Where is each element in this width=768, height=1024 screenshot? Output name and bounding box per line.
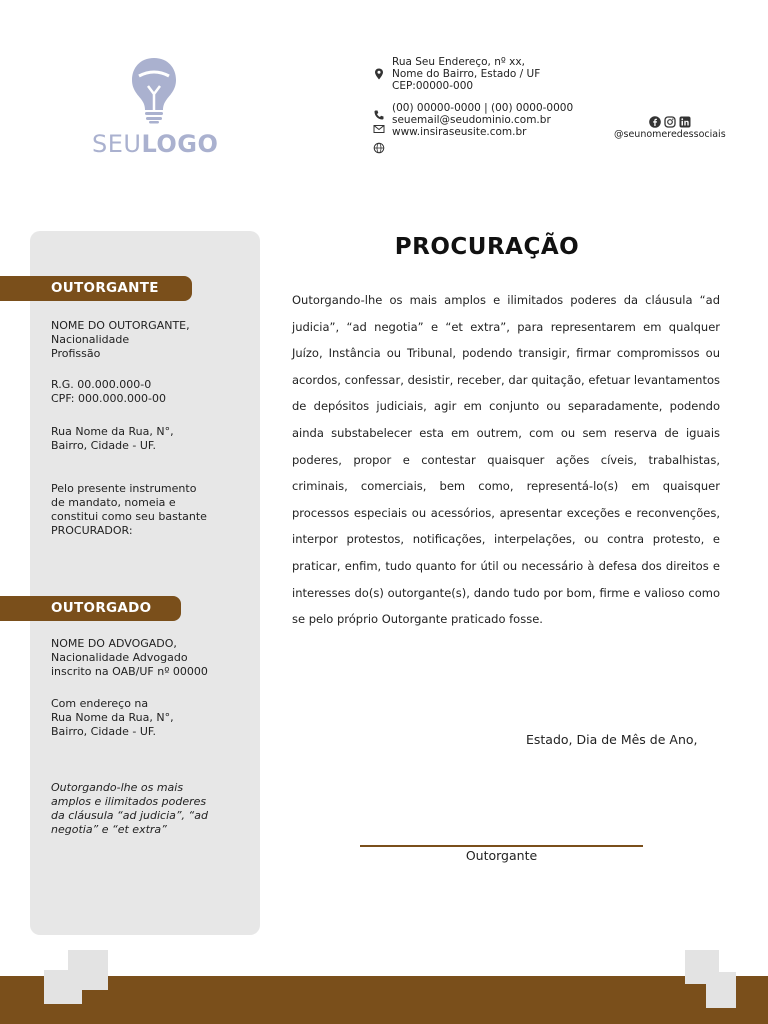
outorgante-cpf: CPF: 000.000.000-00 [51, 392, 166, 405]
footer-bar [0, 976, 768, 1024]
facebook-icon[interactable] [649, 116, 661, 128]
powers-line-1: Outorgando-lhe os mais [51, 781, 184, 794]
outorgante-name: NOME DO OUTORGANTE, [51, 319, 190, 332]
powers-summary [51, 781, 231, 837]
document-title: PROCURAÇÃO [394, 234, 580, 260]
email-link[interactable]: seuemail@seudominio.com.br [392, 114, 551, 126]
outorgante-address-line-1: Rua Nome da Rua, N°, [51, 425, 174, 438]
outorgante-address-line-2: Bairro, Cidade - UF. [51, 439, 156, 452]
logo-text [92, 130, 219, 158]
linkedin-icon[interactable] [679, 116, 691, 128]
outorgante-profession: Profissão [51, 347, 101, 360]
instrument-line-1: Pelo presente instrumento [51, 482, 197, 495]
address-line-2: Nome do Bairro, Estado / UF [392, 68, 541, 80]
outorgado-tag: OUTORGADO [0, 596, 181, 621]
social-handle: @seunomeredessociais [614, 129, 726, 140]
outorgante-nationality: Nacionalidade [51, 333, 130, 346]
social-block [614, 116, 726, 140]
instrument-text [51, 482, 231, 538]
globe-icon [372, 141, 386, 155]
outorgante-rg: R.G. 00.000.000-0 [51, 378, 152, 391]
location-pin-icon [372, 67, 386, 81]
address-line-1: Rua Seu Endereço, nº xx, [392, 56, 525, 68]
outorgado-name: NOME DO ADVOGADO, [51, 637, 177, 650]
logo-text-bold: LOGO [141, 130, 219, 158]
signature-label: Outorgante [465, 848, 538, 863]
instrument-line-4: PROCURADOR: [51, 524, 133, 537]
outorgado-oab: inscrito na OAB/UF nº 00000 [51, 665, 208, 678]
outorgado-address-line-3: Bairro, Cidade - UF. [51, 725, 156, 738]
date-line: Estado, Dia de Mês de Ano, [526, 732, 698, 747]
instrument-line-3: constitui como seu bastante [51, 510, 207, 523]
footer-square-right-bottom [706, 972, 736, 1008]
footer-square-left-bottom [44, 970, 82, 1004]
outorgante-documents [51, 378, 231, 406]
logo-text-light: SEU [92, 130, 142, 158]
powers-line-3: da cláusula “ad judicia”, “ad [51, 809, 208, 822]
website-row[interactable] [372, 126, 573, 138]
outorgado-address [51, 697, 231, 739]
outorgado-nationality: Nacionalidade Advogado [51, 651, 188, 664]
address [372, 56, 573, 92]
document-body: Outorgando-lhe os mais amplos e ilimitados poderes da cláusula “ad judicia”, “ad negotia” e “et extra”, para representarem em qualquer Juízo, Instância ou Tribunal, podendo transigir, firmar compromissos ou acordos, confessar, desistir, receber, dar quitação, efetuar levantamentos de depósitos judiciais, agir em conjunto ou separadamente, podendo ainda substabelecer esta em outrem, com ou sem reserva de iguais poderes, propor e contestar quaisquer ações cíveis, trabalhistas, criminais, comerciais, bem como, representá-lo(s) em quaisquer processos especiais ou acessórios, apresentar exceções e reconvenções, interpor protestos, notificações, interpelações, ou contra protesto, e praticar, enfim, tudo quanto for útil ou necessário à defesa dos direitos e interesses do(s) outorgante(s), dando tudo por bom, firme e valioso como se pelo próprio Outorgante praticado fosse. [292, 293, 720, 627]
contact-block [372, 56, 573, 138]
phone-row [372, 102, 573, 114]
outorgado-info [51, 637, 231, 679]
address-line-3: CEP:00000-000 [392, 80, 474, 92]
logo [92, 56, 219, 158]
powers-line-2: amplos e ilimitados poderes [51, 795, 207, 808]
social-icons [614, 116, 726, 128]
outorgado-address-line-2: Rua Nome da Rua, N°, [51, 711, 174, 724]
website-link[interactable]: www.insiraseusite.com.br [392, 126, 527, 138]
powers-line-4: negotia” e “et extra” [51, 823, 167, 836]
phone: (00) 00000-0000 | (00) 0000-0000 [392, 102, 574, 114]
outorgante-info [51, 319, 231, 361]
outorgante-address [51, 425, 231, 453]
lightbulb-icon [129, 56, 179, 124]
instagram-icon[interactable] [664, 116, 676, 128]
email-row[interactable] [372, 114, 573, 126]
outorgante-tag: OUTORGANTE [0, 276, 192, 301]
outorgado-address-line-1: Com endereço na [51, 697, 149, 710]
signature-line [360, 845, 643, 847]
instrument-line-2: de mandato, nomeia e [51, 496, 176, 509]
